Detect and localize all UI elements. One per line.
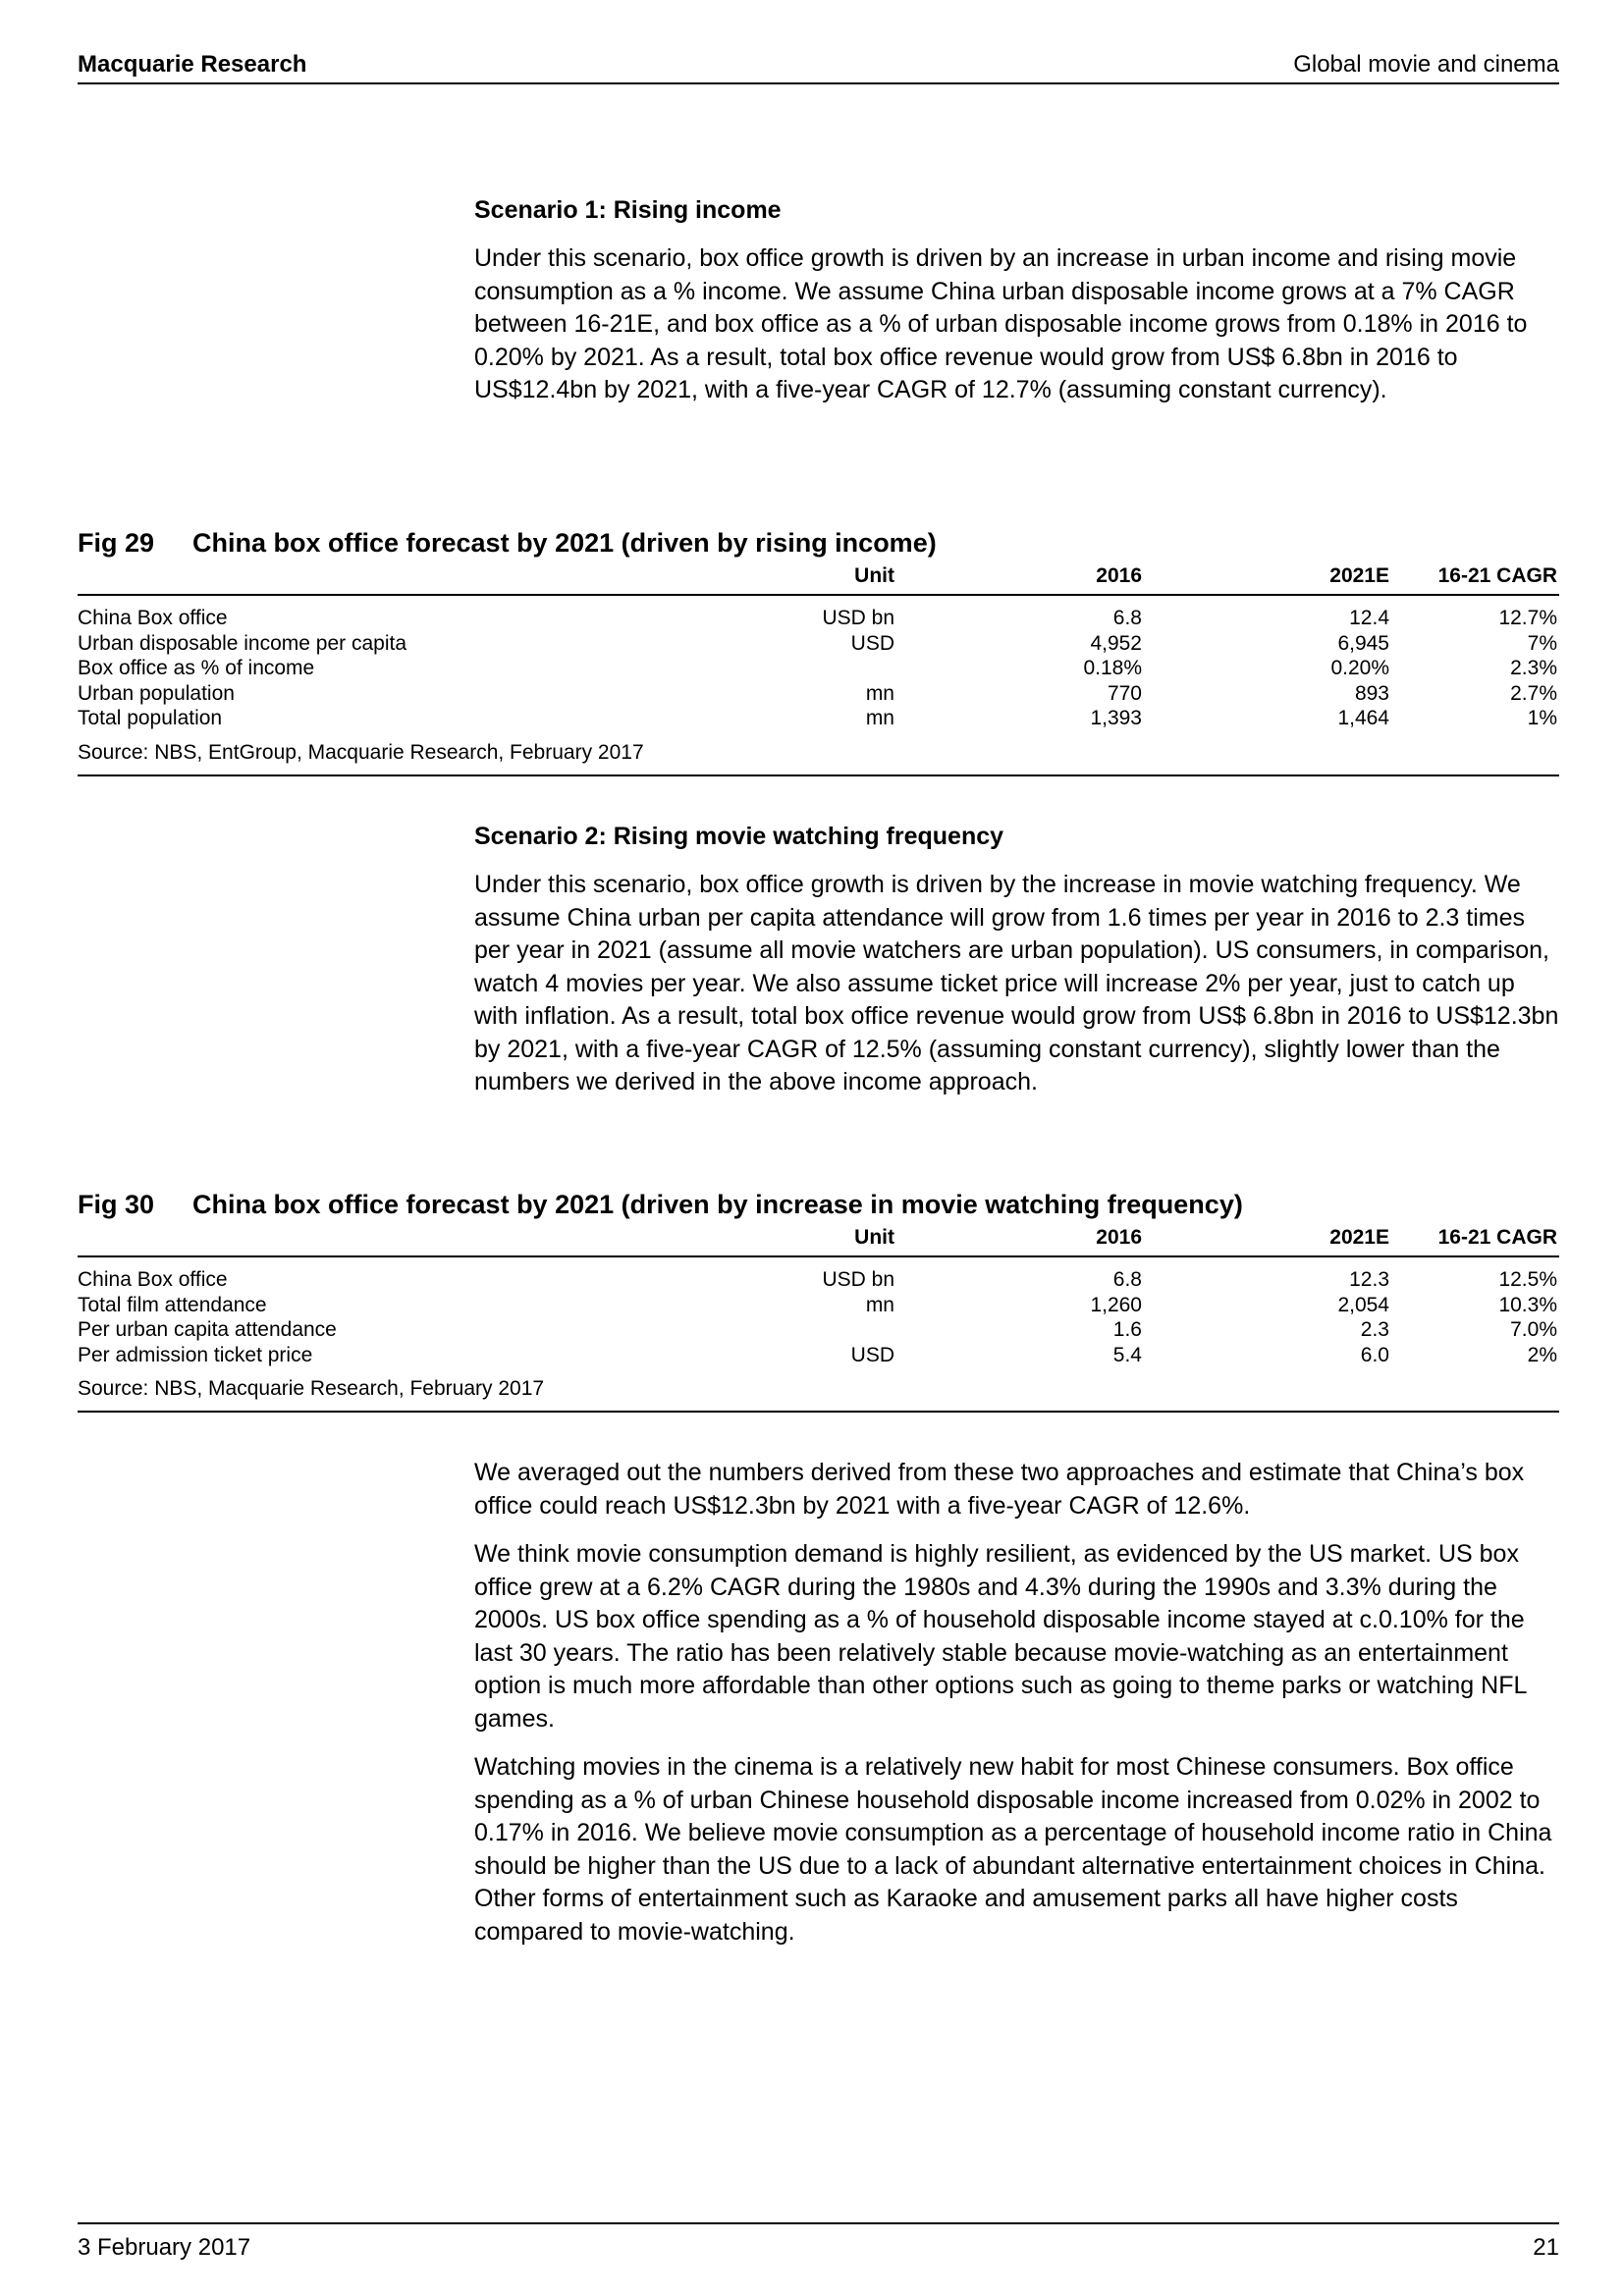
table-row — [78, 681, 1559, 707]
table-cell: Total film attendance — [78, 1293, 267, 1316]
footer-divider — [78, 2222, 1559, 2224]
scenario2-paragraph: Under this scenario, box office growth is driven by the increase in movie watching frequency. We assume China urban per capita attendance will grow from 1.6 times per year in 2016 to 2.3 times per year in 2021 (assume all movie watchers are urban population). US consumers, in comparison, watch 4 movies per year. We also assume ticket price will increase 2% per year, just to catch up with inflation. As a result, total box office revenue would grow from US$ 6.8bn in 2016 to US$12.3bn by 2021, with a five-year CAGR of 12.5% (assuming constant currency), slightly lower than the numbers we derived in the above income approach. — [474, 871, 1559, 1095]
fig30 — [78, 1190, 1559, 1413]
fig29-title: China box office forecast by 2021 (driven by rising income) — [192, 528, 937, 558]
table-cell: China Box office — [78, 607, 228, 629]
table-cell: 0.20% — [1330, 657, 1389, 679]
column-header: 2021E — [1144, 1220, 1391, 1256]
table-cell: Per urban capita attendance — [78, 1318, 337, 1341]
fig30-table — [78, 1220, 1559, 1367]
table-cell: 12.3 — [1349, 1268, 1389, 1291]
fig30-title-row — [78, 1190, 1559, 1220]
table-row — [78, 1317, 1559, 1343]
table-row — [78, 1343, 1559, 1368]
table-cell: 2.3% — [1510, 657, 1557, 679]
table-cell: 2.7% — [1510, 681, 1557, 705]
scenario1-heading: Scenario 1: Rising income — [474, 196, 782, 224]
table-row — [78, 1256, 1559, 1293]
column-header — [78, 1220, 728, 1256]
closing-paragraph-2: We think movie consumption demand is highly resilient, as evidenced by the US market. US box office grew at a 6.2% CAGR during the 1980s and 4.3% during the 1990s and 3.3% during the 2000s. US box office spending as a % of household disposable income stayed at c.0.10% for the last 30 years. The ratio has been relatively stable because movie-watching as an entertainment option is much more affordable than other options such as going to theme parks or watching NFL games. — [474, 1540, 1527, 1733]
header-brand: Macquarie Research — [78, 51, 307, 78]
table-cell: 1,393 — [1090, 707, 1142, 729]
header-divider — [78, 82, 1559, 84]
table-cell: Per admission ticket price — [78, 1343, 313, 1366]
column-header: 2016 — [896, 559, 1144, 595]
table-cell: Total population — [78, 707, 223, 729]
table-cell: 6,945 — [1337, 631, 1389, 655]
table-cell: USD bn — [822, 607, 894, 629]
fig29-number: Fig 29 — [78, 528, 155, 558]
scenario1-paragraph: Under this scenario, box office growth is driven by an increase in urban income and rising movie consumption as a % income. We assume China urban disposable income grows at a 7% CAGR between 16-21E, and box office as a % of urban disposable income grows from 0.18% in 2016 to 0.20% by 2021. As a result, total box office revenue would grow from US$ 6.8bn in 2016 to US$12.4bn by 2021, with a five-year CAGR of 12.7% (assuming constant currency). — [474, 244, 1528, 403]
table-cell: 12.4 — [1349, 607, 1389, 629]
table-cell: Urban disposable income per capita — [78, 631, 407, 655]
column-header: 2021E — [1144, 559, 1391, 595]
table-cell: 770 — [1107, 681, 1142, 705]
table-cell: 6.8 — [1112, 607, 1142, 629]
column-header: 2016 — [896, 1220, 1144, 1256]
table-cell: 893 — [1354, 681, 1389, 705]
scenario1-section — [474, 196, 1564, 407]
table-cell: mn — [865, 681, 894, 705]
column-header — [78, 559, 728, 595]
table-cell: 2,054 — [1337, 1293, 1389, 1316]
table-cell: 5.4 — [1112, 1343, 1142, 1366]
fig29-title-row — [78, 528, 1559, 559]
table-row — [78, 1293, 1559, 1318]
table-cell: USD bn — [822, 1268, 894, 1291]
table-cell: mn — [865, 707, 894, 729]
table-cell — [728, 1317, 896, 1343]
header-report-title: Global movie and cinema — [1293, 51, 1559, 78]
table-cell: 2.3 — [1360, 1318, 1389, 1341]
scenario2-heading: Scenario 2: Rising movie watching frequency — [474, 823, 1004, 850]
table-cell: mn — [865, 1293, 894, 1316]
table-cell: USD — [850, 1343, 894, 1366]
closing-section — [474, 1457, 1564, 1949]
table-cell: 1,260 — [1090, 1293, 1142, 1316]
scenario2-section — [474, 823, 1564, 1099]
table-cell: Urban population — [78, 681, 235, 705]
fig29-table — [78, 559, 1559, 731]
fig30-number: Fig 30 — [78, 1190, 155, 1219]
column-header: 16-21 CAGR — [1391, 559, 1559, 595]
closing-paragraph-3: Watching movies in the cinema is a relatively new habit for most Chinese consumers. Box office spending as a % of urban Chinese household disposable income increased from 0.02% in 2002 to 0.17% in 2016. We believe movie consumption as a percentage of household income ratio in China should be higher than the US due to a lack of abundant alternative entertainment choices in China. Other forms of entertainment such as Karaoke and amusement parks all have higher costs compared to movie-watching. — [474, 1753, 1552, 1946]
table-cell: 2% — [1527, 1343, 1557, 1366]
table-cell: 0.18% — [1083, 657, 1142, 679]
fig29 — [78, 528, 1559, 776]
table-cell: 7.0% — [1510, 1318, 1557, 1341]
table-cell: USD — [850, 631, 894, 655]
table-header-row — [78, 1220, 1559, 1256]
page-number: 21 — [1533, 2234, 1559, 2261]
table-cell: China Box office — [78, 1268, 228, 1291]
table-cell: Box office as % of income — [78, 657, 315, 679]
table-cell: 7% — [1527, 631, 1557, 655]
table-cell: 12.7% — [1498, 607, 1557, 629]
table-cell: 6.0 — [1360, 1343, 1389, 1366]
closing-paragraph-1: We averaged out the numbers derived from these two approaches and estimate that China’s box office could reach US$12.3bn by 2021 with a five-year CAGR of 12.6%. — [474, 1459, 1525, 1520]
table-cell: 12.5% — [1498, 1268, 1557, 1291]
column-header: Unit — [728, 1220, 896, 1256]
table-cell: 1.6 — [1112, 1318, 1142, 1341]
footer-date: 3 February 2017 — [78, 2234, 251, 2261]
table-row — [78, 656, 1559, 681]
table-cell — [728, 656, 896, 681]
table-cell: 1% — [1527, 707, 1557, 729]
column-header: 16-21 CAGR — [1391, 1220, 1559, 1256]
table-row — [78, 631, 1559, 657]
table-cell: 4,952 — [1090, 631, 1142, 655]
column-header: Unit — [728, 559, 896, 595]
table-cell: 10.3% — [1498, 1293, 1557, 1316]
table-cell: 6.8 — [1112, 1268, 1142, 1291]
table-row — [78, 706, 1559, 731]
table-row — [78, 595, 1559, 631]
table-cell: 1,464 — [1337, 707, 1389, 729]
table-header-row — [78, 559, 1559, 595]
fig30-title: China box office forecast by 2021 (driven by increase in movie watching frequency) — [192, 1190, 1243, 1219]
fig29-source: Source: NBS, EntGroup, Macquarie Research, February 2017 — [78, 731, 1559, 776]
fig30-source: Source: NBS, Macquarie Research, February 2017 — [78, 1367, 1559, 1413]
